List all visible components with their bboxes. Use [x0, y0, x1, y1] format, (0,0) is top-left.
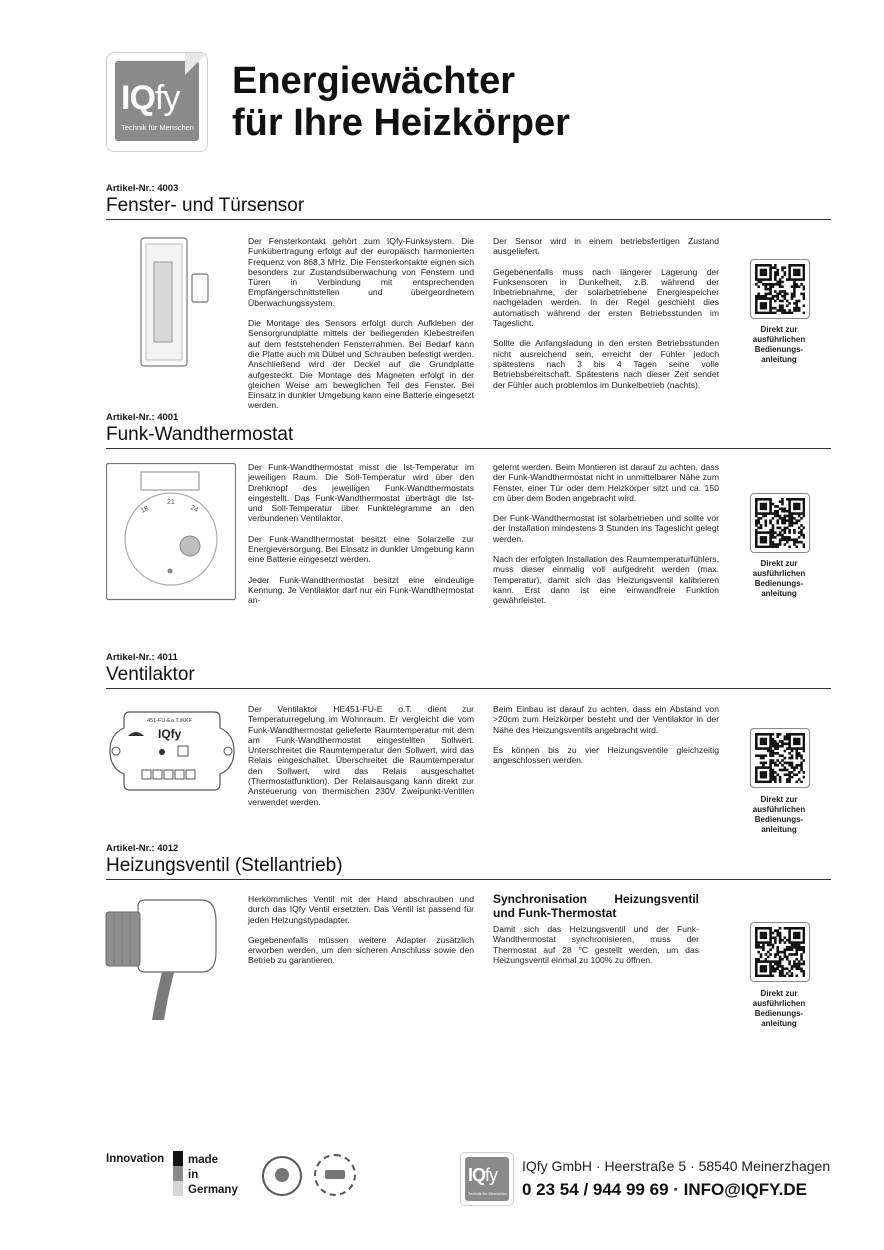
section4-title: Heizungsventil (Stellantrieb): [106, 855, 343, 876]
qr-label-line: Direkt zur: [760, 325, 798, 334]
qr-label-line: ausführlichen: [752, 999, 806, 1008]
text-paragraph: Der Funk-Wandthermostat misst die Ist-Temperatur im jeweiligen Raum. Die Soll-Temperatur wird über den Drehknopf des jeweiligen Funk-Wandthermostats eingestellt. Das Funk-Wandthermostat überträgt die Ist- und Soll-Temperatur über Funktelegramme an den verbundenen Ventilaktor.: [248, 462, 474, 524]
logo-page-curl: [185, 53, 207, 75]
section1-rule: [106, 219, 831, 220]
section3-col2: [493, 704, 719, 775]
quality-seal-icon: [262, 1156, 302, 1196]
title-line-2: für Ihre Heizkörper: [232, 102, 570, 144]
dial-mark-21: 21: [167, 499, 175, 506]
qr-label-line: anleitung: [761, 1019, 797, 1028]
section2-col2: [493, 462, 719, 616]
qr-label: [734, 325, 824, 365]
text-paragraph: Beim Einbau ist darauf zu achten, dass ein Abstand von >20cm zum Heizkörper besteht und der Ventilaktor in der Nähe des Heizungsventils angebracht wird.: [493, 704, 719, 735]
footer-logo-wordmark: IQfy: [468, 1165, 498, 1185]
qr-label-line: Bedienungs-: [754, 1009, 804, 1018]
text-paragraph: Der Sensor wird in einem betriebsfertigen Zustand ausgeliefert.: [493, 236, 719, 257]
qr-code[interactable]: [750, 493, 810, 553]
text-paragraph: Herkömmliches Ventil mit der Hand abschrauben und durch das IQfy Ventil ersetzten. Das Ventil ist passend für jeden Heizungstypadapter.: [248, 894, 474, 925]
made-line: made: [188, 1154, 219, 1166]
section1-artnr: Artikel-Nr.: 4003: [106, 183, 179, 194]
section3-rule: [106, 688, 831, 689]
window-sensor-illustration: [106, 228, 236, 378]
device-model-label: 451-FU-Ea.T./KKF: [147, 718, 192, 724]
section4-rule: [106, 879, 831, 880]
text-paragraph: Sollte die Anfangsladung in den ersten Betriebsstunden nicht ausreichend sein, erreicht der Fühler jedoch spätestens nach 3 bis 4 Tagen seine volle Betriebsbereitschaft. Spätestens nach dieser Zeit sendet der Fühler auch problemlos im Dunkelbetrieb (nachts).: [493, 338, 719, 390]
qr-pattern-icon: [755, 498, 805, 548]
footer-logo: [460, 1152, 514, 1206]
section1-col2: [493, 236, 719, 400]
text-paragraph: Es können bis zu vier Heizungsventile gleichzeitig angeschlossen werden.: [493, 744, 719, 766]
section3-col1: [248, 704, 474, 817]
qr-label-line: ausführlichen: [752, 569, 806, 578]
qr-code[interactable]: [750, 922, 810, 982]
section1-col1: [248, 236, 474, 421]
qr-pattern-icon: [755, 927, 805, 977]
footer-made-in-germany: [188, 1153, 238, 1198]
text-paragraph: Gegebenenfalls muss nach längerer Lagerung der Funksensoren in Dunkelheit, z.B. während der Inbetriebnahme, der solarbetriebene Energiespeicher nachgeladen werden. In der Regel geschieht dies automatisch während der ersten Betriebsstunden im Tageslicht.: [493, 266, 719, 329]
page-title: [232, 60, 570, 144]
sync-heading: Synchronisation Heizungsventil und Funk-Thermostat: [493, 892, 699, 920]
qr-label: [734, 559, 824, 599]
section4-col1: [248, 894, 474, 976]
text-paragraph: Damit sich das Heizungsventil und der Funk-Wandthermostat synchronisieren, muss der Thermostat auf 28 °C gestellt werden, um das Heizungsventil einmal zu 100% zu öffnen.: [493, 924, 699, 965]
logo-wordmark: IQfy: [121, 79, 180, 117]
section4-col2: [493, 892, 699, 975]
section1-title: Fenster- und Türsensor: [106, 195, 305, 216]
qr-label-line: anleitung: [761, 825, 797, 834]
qr-code[interactable]: [750, 259, 810, 319]
footer-company-address: IQfy GmbH · Heerstraße 5 · 58540 Meinerzhagen: [522, 1158, 831, 1174]
section2-title: Funk-Wandthermostat: [106, 424, 294, 445]
dial-mark-18: 18: [139, 505, 150, 515]
made-line: in: [188, 1169, 199, 1181]
qr-pattern-icon: [755, 733, 805, 783]
section2-rule: [106, 448, 831, 449]
footer-innovation: Innovation: [106, 1153, 165, 1165]
dial-mark-24: 24: [189, 504, 200, 515]
section4-artnr: Artikel-Nr.: 4012: [106, 843, 179, 854]
qr-label-line: anleitung: [761, 589, 797, 598]
qr-label: [734, 989, 824, 1029]
text-paragraph: Die Montage des Sensors erfolgt durch Aufkleben der Sensorgrundplatte mittels der beiliegenden Klebestreifen auf dem feststehenden Fensterrahmen. Bei Bedarf kann die Platte auch mit Dübel und Schrauben befestigt werden. Anschließend wird der Deckel auf die Grundplatte aufgesteckt. Die Montage des Magneten erfolgt in der gleichen Weise am beweglichen Teil des Fenster. Bei Einsatz in dunkler Umgebung kann eine Batterie eingesetzt werden.: [248, 318, 474, 411]
text-paragraph: Der Fensterkontakt gehört zum IQfy-Funksystem. Die Funkübertragung erfolgt auf der europäisch harmonierten Frequenz von 868,3 MHz. Die Fensterkontakte eignen sich besonders zur Zustandsüberwachung von Fenstern und Türen in Verbindung mit entsprechenden Empfängerschnittstellen und übergeordnetem Überwachungssystem.: [248, 236, 474, 308]
qr-label-line: Direkt zur: [760, 559, 798, 568]
text-paragraph: Jeder Funk-Wandthermostat besitzt eine eindeutige Kennung. Je Ventilaktor darf nur ein Funk-Wandthermostat an-: [248, 574, 474, 606]
qr-label-line: ausführlichen: [752, 335, 806, 344]
qr-label-line: Bedienungs-: [754, 579, 804, 588]
heating-valve-illustration: [104, 894, 224, 1022]
valve-actuator-illustration: [102, 706, 242, 796]
device-brand-label: IQfy: [158, 727, 182, 741]
section3-artnr: Artikel-Nr.: 4011: [106, 652, 178, 663]
footer-logo-tagline: Technik für Menschen: [468, 1191, 507, 1196]
qr-label-line: Bedienungs-: [754, 815, 804, 824]
qr-pattern-icon: [755, 264, 805, 314]
title-line-1: Energiewächter: [232, 60, 515, 102]
logo-tagline: Technik für Menschen: [121, 123, 194, 132]
qr-code[interactable]: [750, 728, 810, 788]
section3-title: Ventilaktor: [106, 664, 195, 685]
text-paragraph: gelernt werden. Beim Montieren ist darauf zu achten, dass der Funk-Wandthermostat nicht in unmittelbarer Nähe zum Fenster, einer Tür oder dem Heizkörper sitzt und ca. 150 cm über dem Boden angebracht wird.: [493, 462, 719, 503]
made-line: Germany: [188, 1184, 238, 1196]
text-paragraph: Nach der erfolgten Installation des Raumtemperaturfühlers, muss dieser einmalig voll aufgedreht werden (max. Temperatur), damit sich das Heizungsventil kalibrieren kann. Erst dann ist eine einwandfreie Funktion gewährleistet.: [493, 554, 719, 606]
thermostat-illustration: [106, 463, 236, 601]
qr-label-line: Bedienungs-: [754, 345, 804, 354]
made-in-germany-bars: [173, 1151, 183, 1196]
text-paragraph: Der Ventilaktor HE451-FU-E o.T. dient zur Temperaturregelung im Wohnraum. Er vergleicht die vom Funk-Wandthermostat gelieferte Raumtemperatur mit dem am Funk-Wandthermostat eingestellten Sollwert. Unterschreitet die Raumtemperatur den Sollwert, wird das Relais eingeschaltet. Überschreitet die Raumtemperatur den Sollwert, wird das Relais ausgeschaltet (Thermostatfunktion). Der Relaisausgang kann direkt zur Ansteuerung von thermischen 230V Zweipunkt-Ventilen verwendet werden.: [248, 704, 474, 807]
text-paragraph: Gegebenenfalls müssen weitere Adapter zusätzlich erworben werden, um den sicheren Anschluss sowie den Betrieb zu garantieren.: [248, 934, 474, 966]
qr-label-line: Direkt zur: [760, 989, 798, 998]
text-paragraph: Der Funk-Wandthermostat ist solarbetrieben und sollte vor der Installation mindestens 3 Stunden ins Tageslicht gelegt werden.: [493, 513, 719, 544]
certification-seal-icon: [314, 1154, 356, 1196]
qr-label: [734, 795, 824, 835]
header-logo: [106, 52, 208, 152]
text-paragraph: Der Funk-Wandthermostat besitzt eine Solarzelle zur Energieversorgung. Bei Einsatz in dunkler Umgebung kann eine Batterie eingesetzt werden.: [248, 533, 474, 565]
section2-col1: [248, 462, 474, 616]
qr-label-line: ausführlichen: [752, 805, 806, 814]
qr-label-line: Direkt zur: [760, 795, 798, 804]
qr-label-line: anleitung: [761, 355, 797, 364]
section2-artnr: Artikel-Nr.: 4001: [106, 412, 179, 423]
footer-contact[interactable]: 0 23 54 / 944 99 69 · INFO@IQFY.DE: [522, 1180, 807, 1199]
